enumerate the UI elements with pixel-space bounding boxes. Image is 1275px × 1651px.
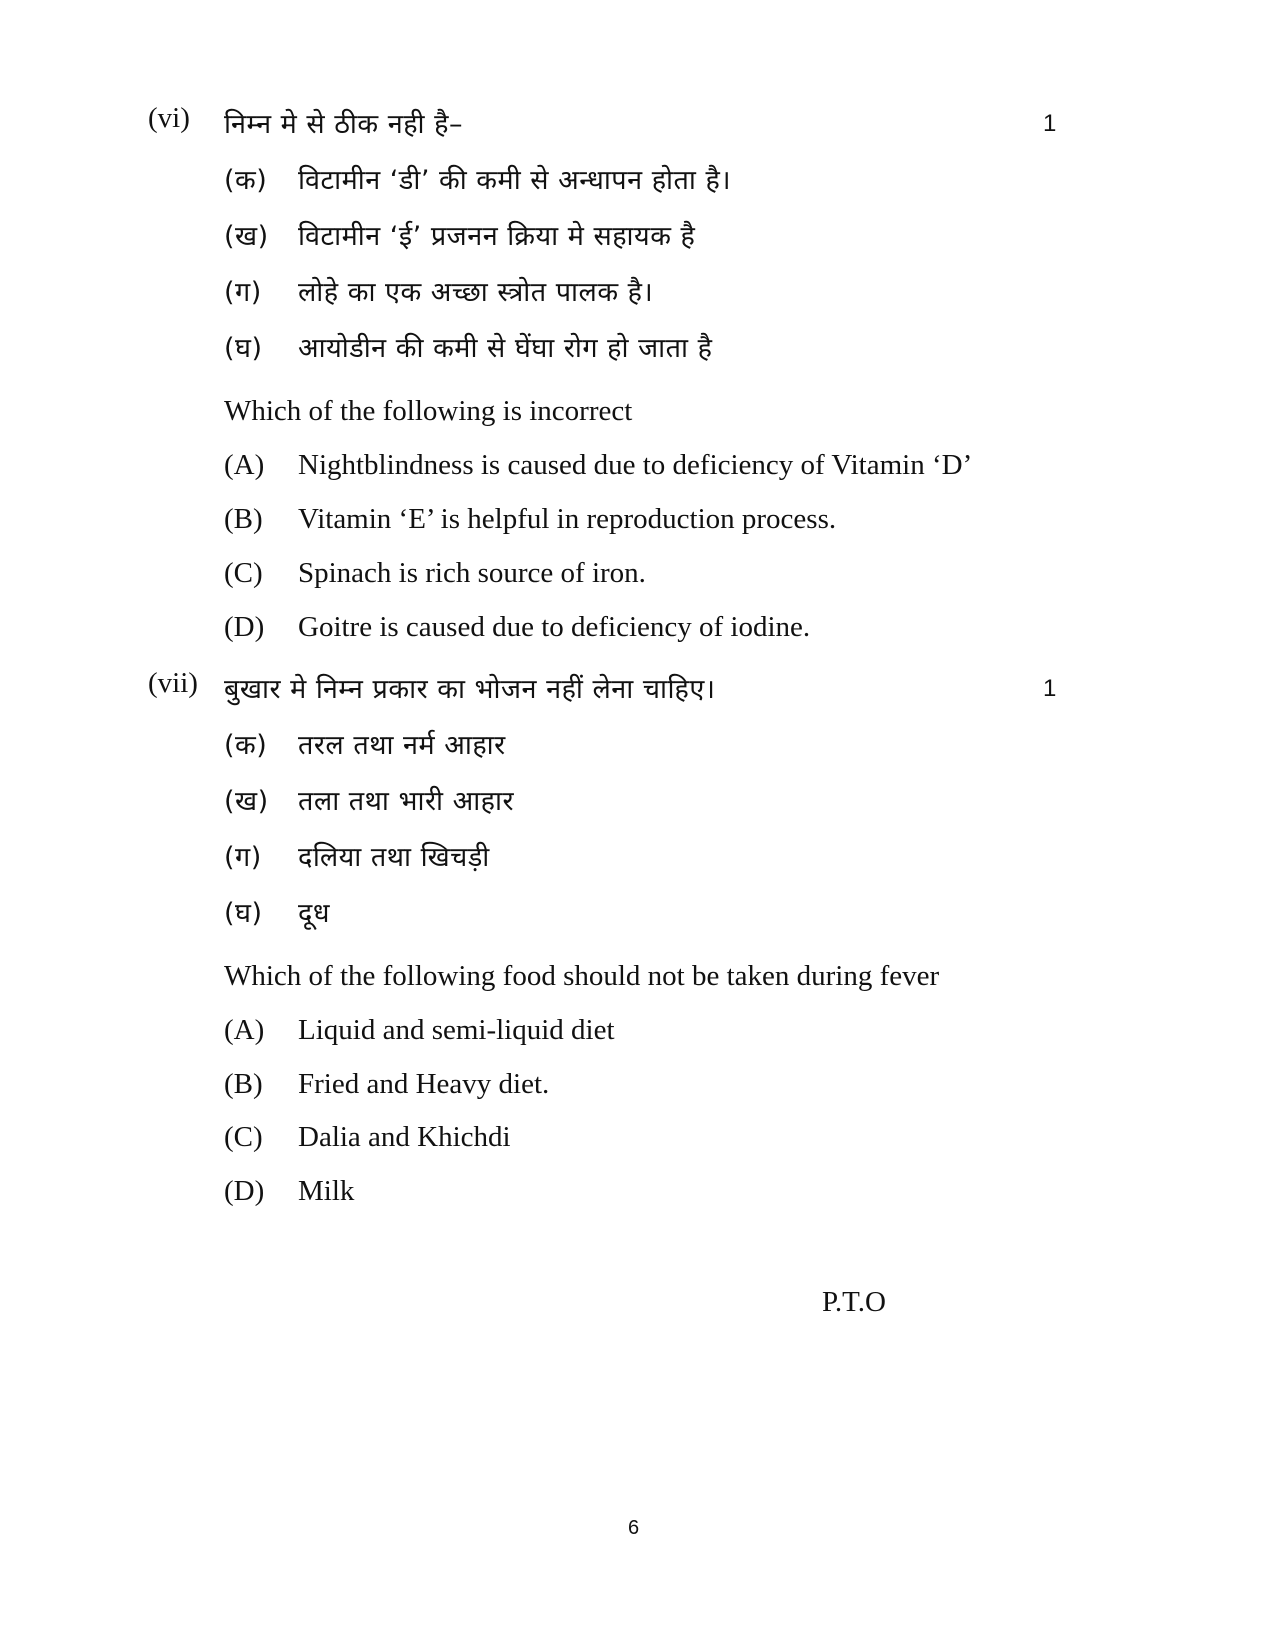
- option-text-english: Liquid and semi-liquid diet: [298, 1014, 615, 1046]
- option-label: (क): [224, 165, 268, 196]
- option-text-hindi: दूध: [298, 898, 330, 929]
- option-text-english: Nightblindness is caused due to deficiency of Vitamin ‘D’: [298, 449, 973, 481]
- option-text-hindi: विटामीन ‘ई’ प्रजनन क्रिया मे सहायक है: [298, 221, 696, 252]
- option-label: (घ): [224, 898, 263, 929]
- pto-note: P.T.O: [822, 1286, 886, 1318]
- option-label: (ख): [224, 786, 269, 817]
- option-text-hindi: तरल तथा नर्म आहार: [298, 730, 506, 761]
- page-number: 6: [628, 1517, 640, 1539]
- option-label: (ग): [224, 277, 262, 308]
- option-label: (घ): [224, 333, 263, 364]
- option-label: (D): [224, 611, 265, 643]
- question-text-hindi: निम्न मे से ठीक नही है–: [224, 109, 463, 140]
- question-text-english: Which of the following food should not be taken during fever: [224, 960, 940, 992]
- option-text-english: Milk: [298, 1175, 355, 1207]
- option-text-english: Spinach is rich source of iron.: [298, 557, 646, 589]
- option-label: (B): [224, 503, 263, 535]
- question-number: (vii): [148, 667, 198, 699]
- option-label: (क): [224, 730, 268, 761]
- question-number: (vi): [148, 102, 190, 134]
- option-text-english: Fried and Heavy diet.: [298, 1068, 550, 1100]
- question-marks: 1: [1043, 110, 1057, 137]
- option-text-english: Dalia and Khichdi: [298, 1121, 511, 1153]
- question-text-hindi: बुखार मे निम्न प्रकार का भोजन नहीं लेना चाहिए।: [224, 674, 716, 705]
- option-label: (ग): [224, 842, 262, 873]
- option-label: (A): [224, 1014, 265, 1046]
- option-label: (B): [224, 1068, 263, 1100]
- option-text-hindi: विटामीन ‘डी’ की कमी से अन्धापन होता है।: [298, 165, 732, 196]
- option-text-hindi: दलिया तथा खिचड़ी: [298, 842, 490, 873]
- option-label: (C): [224, 1121, 263, 1153]
- option-label: (ख): [224, 221, 269, 252]
- option-label: (D): [224, 1175, 265, 1207]
- question-text-english: Which of the following is incorrect: [224, 395, 633, 427]
- question-marks: 1: [1043, 675, 1057, 702]
- option-text-hindi: लोहे का एक अच्छा स्त्रोत पालक है।: [298, 277, 654, 308]
- option-text-hindi: आयोडीन की कमी से घेंघा रोग हो जाता है: [298, 333, 713, 364]
- option-text-hindi: तला तथा भारी आहार: [298, 786, 515, 817]
- option-text-english: Goitre is caused due to deficiency of iodine.: [298, 611, 811, 643]
- option-text-english: Vitamin ‘E’ is helpful in reproduction process.: [298, 503, 837, 535]
- option-label: (A): [224, 449, 265, 481]
- option-label: (C): [224, 557, 263, 589]
